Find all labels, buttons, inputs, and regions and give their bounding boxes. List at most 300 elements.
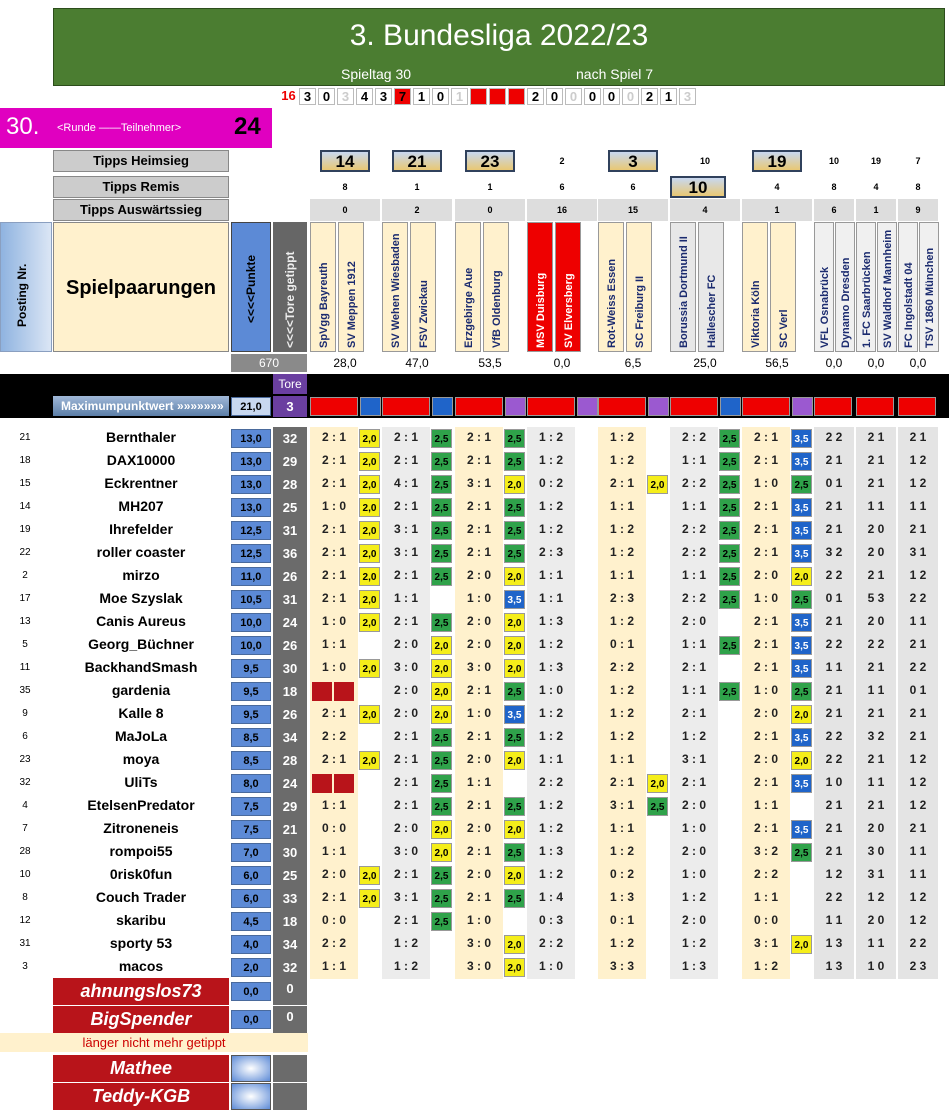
- team-header: [555, 222, 581, 352]
- participant-tore: 32: [273, 427, 307, 450]
- tip-value: 2 2: [825, 430, 843, 444]
- team-header: [919, 222, 939, 352]
- tip-value: 3 1: [909, 545, 927, 559]
- tip-value: 2 : 1: [609, 476, 634, 490]
- tip-value: 1 : 1: [609, 499, 634, 513]
- tip-value: 1 2: [909, 890, 927, 904]
- participant-points: 9,5: [231, 682, 271, 701]
- tip-value: 2 : 0: [393, 706, 418, 720]
- tip-value: 1 : 2: [681, 890, 706, 904]
- posting-number: 17: [19, 593, 31, 604]
- score-value: 3,5: [791, 728, 812, 747]
- tip-value: 1 : 1: [466, 775, 491, 789]
- tip-value: 2 : 0: [753, 568, 778, 582]
- tip-value: 2 0: [867, 821, 885, 835]
- tip-value: 1 1: [867, 936, 885, 950]
- tip-value: 2 : 1: [466, 890, 491, 904]
- team-header: [626, 222, 652, 352]
- tip-value: 1 : 2: [538, 499, 563, 513]
- team-name: SV Wehen Wiesbaden: [390, 233, 402, 348]
- result-cell: 0: [622, 88, 639, 105]
- score-value: 2,5: [504, 843, 525, 862]
- posting-number: 9: [22, 708, 28, 719]
- score-value: 2,0: [791, 705, 812, 724]
- tip-value: 1 : 1: [538, 752, 563, 766]
- tip-value: 1 : 1: [609, 752, 634, 766]
- max-score: [648, 397, 669, 416]
- score-value: 3,5: [791, 613, 812, 632]
- participant-name: MaJoLa: [114, 728, 168, 744]
- tip-heim: 19: [870, 156, 881, 166]
- tip-value: 2 : 1: [393, 867, 418, 881]
- tip-value: 2 : 0: [466, 568, 491, 582]
- tip-value: 1 2: [909, 568, 927, 582]
- tip-value: 1 : 2: [753, 959, 778, 973]
- result-cell: 16: [281, 88, 296, 103]
- spielpaarungen-header: Spielpaarungen: [53, 222, 229, 352]
- score-value: 2,5: [719, 567, 740, 586]
- posting-number: 4: [22, 800, 28, 811]
- score-value: 2,5: [791, 682, 812, 701]
- tip-value: 2 : 3: [538, 545, 563, 559]
- tip-value: 1 : 1: [609, 821, 634, 835]
- tip-value: 1 : 2: [538, 821, 563, 835]
- avg-total: 670: [231, 354, 307, 372]
- tip-value: 1 : 0: [753, 683, 778, 697]
- participant-points: 13,0: [231, 452, 271, 471]
- tip-value: 2 2: [867, 637, 885, 651]
- participant-name: UliTs: [124, 774, 158, 790]
- tip-value: 2 : 1: [681, 660, 706, 674]
- max-score: [432, 397, 453, 416]
- tip-value: 2 : 1: [321, 453, 346, 467]
- max-cell: [742, 397, 790, 416]
- participant-tore: 31: [273, 588, 307, 611]
- tip-value: 2 2: [909, 936, 927, 950]
- tip-value: 0 : 2: [538, 476, 563, 490]
- tip-value: 2 : 2: [681, 430, 706, 444]
- tip-value: 2 1: [909, 821, 927, 835]
- tip-value: 1 3: [825, 936, 843, 950]
- tip-value: 1 : 1: [681, 568, 706, 582]
- participant-tore: 30: [273, 841, 307, 864]
- result-cell: 0: [584, 88, 601, 105]
- score-value: 2,5: [431, 429, 452, 448]
- tip-value: 2 1: [825, 453, 843, 467]
- score-value: 2,5: [719, 475, 740, 494]
- max-points: 21,0: [231, 397, 271, 416]
- participant-name: gardenia: [111, 682, 171, 698]
- tip-value: 1 : 2: [609, 545, 634, 559]
- team-header: [455, 222, 481, 352]
- participant-name: mirzo: [122, 567, 160, 583]
- participant-name: Couch Trader: [95, 889, 187, 905]
- tip-value: 2 : 1: [393, 499, 418, 513]
- posting-number: 28: [19, 846, 31, 857]
- score-value: 2,5: [504, 521, 525, 540]
- tip-value: 1 : 0: [321, 499, 346, 513]
- team-name: SV Waldhof Mannheim: [882, 229, 894, 348]
- tip-value: 2 1: [867, 660, 885, 674]
- posting-number: 3: [22, 961, 28, 972]
- tip-value: 1 : 1: [753, 890, 778, 904]
- tip-value: 2 : 0: [466, 867, 491, 881]
- tip-value: 2 0: [867, 614, 885, 628]
- score-value: 2,5: [504, 544, 525, 563]
- score-value: 3,5: [791, 820, 812, 839]
- tip-value: 2 : 1: [753, 522, 778, 536]
- score-value: 2,5: [791, 475, 812, 494]
- tip-value: 2 1: [825, 683, 843, 697]
- score-value: 2,5: [504, 797, 525, 816]
- tip-aus: 16: [527, 199, 597, 221]
- tip-remis: 4: [873, 182, 879, 192]
- tip-value: 1 : 0: [753, 476, 778, 490]
- tip-value: 3 : 0: [393, 660, 418, 674]
- tip-aus: 15: [598, 199, 668, 221]
- tip-value: 3 : 1: [609, 798, 634, 812]
- posting-number: 10: [19, 869, 31, 880]
- tip-value: 2 : 1: [753, 453, 778, 467]
- participant-points: 2,0: [231, 958, 271, 977]
- participant-name: Georg_Büchner: [88, 636, 194, 652]
- punkte-header: [231, 222, 271, 352]
- tip-value: 1 1: [867, 775, 885, 789]
- score-value: 2,0: [791, 751, 812, 770]
- tip-value: 2 : 1: [466, 430, 491, 444]
- score-value: 3,5: [791, 659, 812, 678]
- team-header: [698, 222, 724, 352]
- score-value: 2,0: [431, 705, 452, 724]
- score-value: 2,0: [359, 613, 380, 632]
- tip-value: 2 : 1: [466, 844, 491, 858]
- team-header: [670, 222, 696, 352]
- tip-value: 1 1: [867, 499, 885, 513]
- tip-value: 1 : 1: [321, 798, 346, 812]
- tip-value: 2 : 1: [753, 545, 778, 559]
- participant-tore: 24: [273, 772, 307, 795]
- score-value: 3,5: [791, 774, 812, 793]
- tip-value: 2 : 0: [466, 752, 491, 766]
- tip-value: 1 2: [909, 913, 927, 927]
- score-value: 2,0: [359, 889, 380, 908]
- tip-remis: 8: [915, 182, 921, 192]
- result-cell: 1: [451, 88, 468, 105]
- posting-number: 18: [19, 455, 31, 466]
- tore-header: [273, 222, 307, 352]
- tip-value: 1 : 2: [538, 867, 563, 881]
- tip-value: 2 : 0: [466, 614, 491, 628]
- team-name: Rot-Weiss Essen: [606, 258, 618, 348]
- participant-points: 10,5: [231, 590, 271, 609]
- tip-value: 0 : 0: [321, 821, 346, 835]
- tip-value: 1 2: [909, 453, 927, 467]
- tip-value: 1 : 0: [321, 614, 346, 628]
- avg-value: 56,5: [742, 354, 812, 372]
- inactive-points: 0,0: [231, 982, 271, 1001]
- tip-value: 0 : 0: [321, 913, 346, 927]
- posting-number: 35: [19, 685, 31, 696]
- tip-value: 2 2: [909, 660, 927, 674]
- tip-value: 2 : 1: [393, 729, 418, 743]
- tip-value: 2 : 1: [393, 752, 418, 766]
- participant-points: 7,5: [231, 820, 271, 839]
- page-title: 3. Bundesliga 2022/23: [349, 19, 649, 52]
- score-value: 2,0: [647, 475, 668, 494]
- tip-value: 2 2: [825, 729, 843, 743]
- retired-tore: [273, 1055, 307, 1082]
- tip-value: 1 : 2: [609, 430, 634, 444]
- team-name: SpVgg Bayreuth: [318, 262, 330, 348]
- participant-tore: 26: [273, 565, 307, 588]
- tip-value: 2 1: [825, 522, 843, 536]
- tip-value: 1 : 2: [609, 683, 634, 697]
- team-header: [742, 222, 768, 352]
- posting-number: 15: [19, 478, 31, 489]
- participant-tore: 26: [273, 634, 307, 657]
- result-cell: [489, 88, 506, 105]
- runde-box: [0, 108, 272, 148]
- result-cell: [470, 88, 487, 105]
- tip-value: 1 : 0: [466, 913, 491, 927]
- participant-name: Zitroneneis: [103, 820, 179, 836]
- participant-points: 10,0: [231, 613, 271, 632]
- score-value: 2,5: [431, 521, 452, 540]
- tip-value: 2 1: [867, 476, 885, 490]
- team-name: Dynamo Dresden: [840, 257, 852, 348]
- participant-points: 12,5: [231, 544, 271, 563]
- team-header: [770, 222, 796, 352]
- result-cell: 1: [413, 88, 430, 105]
- tip-value: 2 : 0: [681, 844, 706, 858]
- tip-aus: 0: [310, 199, 380, 221]
- team-header: [856, 222, 876, 352]
- tip-value: 2 0: [867, 913, 885, 927]
- score-value: 2,5: [431, 866, 452, 885]
- tip-value: 1 2: [909, 752, 927, 766]
- posting-number: 22: [19, 547, 31, 558]
- avg-value: 28,0: [310, 354, 380, 372]
- tip-value: 1 : 3: [538, 614, 563, 628]
- tip-value: 2 1: [909, 706, 927, 720]
- max-score: [577, 397, 598, 416]
- tip-value: 1 1: [825, 660, 843, 674]
- tip-value: 2 : 2: [681, 545, 706, 559]
- tip-value: 1 : 3: [681, 959, 706, 973]
- max-cell: [670, 397, 718, 416]
- participant-points: 8,5: [231, 728, 271, 747]
- tip-value: 2 : 1: [321, 706, 346, 720]
- tore-label: <<<<Tore getippt: [283, 251, 297, 348]
- result-cell: 7: [394, 88, 411, 105]
- tip-value: 1 2: [825, 867, 843, 881]
- tip-value: 1 : 2: [609, 706, 634, 720]
- tip-value: 3 : 1: [466, 476, 491, 490]
- tip-value: 1 : 0: [681, 867, 706, 881]
- team-header: [898, 222, 918, 352]
- participant-points: 11,0: [231, 567, 271, 586]
- result-cell: 2: [527, 88, 544, 105]
- participant-tore: 36: [273, 542, 307, 565]
- score-value: 2,5: [791, 590, 812, 609]
- tip-value: 2 0: [867, 545, 885, 559]
- participant-tore: 34: [273, 933, 307, 956]
- result-cell: 2: [641, 88, 658, 105]
- tip-value: 2 : 1: [753, 729, 778, 743]
- posting-label: Posting Nr.: [15, 263, 29, 327]
- participant-tore: 33: [273, 887, 307, 910]
- tip-value: 1 : 3: [609, 890, 634, 904]
- result-cell: 0: [565, 88, 582, 105]
- avg-value: 53,5: [455, 354, 525, 372]
- result-cell: 3: [679, 88, 696, 105]
- team-name: SC Freiburg II: [634, 275, 646, 348]
- score-value: 2,5: [719, 590, 740, 609]
- tip-remis: 10: [670, 176, 726, 198]
- tip-value: 1 1: [909, 499, 927, 513]
- tip-value: 2 : 0: [393, 821, 418, 835]
- tip-value: 3 : 0: [466, 936, 491, 950]
- tip-value: 1 : 1: [609, 568, 634, 582]
- max-score: [505, 397, 526, 416]
- tip-value: 2 : 1: [321, 522, 346, 536]
- tip-value: 1 1: [909, 614, 927, 628]
- score-value: 2,0: [359, 705, 380, 724]
- team-header: [835, 222, 855, 352]
- tip-value: 0 : 0: [753, 913, 778, 927]
- participant-name: MH207: [118, 498, 164, 514]
- max-score: [792, 397, 813, 416]
- tip-value: 2 : 1: [466, 798, 491, 812]
- result-cell: 0: [603, 88, 620, 105]
- score-value: 3,5: [791, 498, 812, 517]
- tip-value: 2 : 1: [393, 568, 418, 582]
- tip-value: 2 : 1: [321, 476, 346, 490]
- score-value: 3,5: [791, 636, 812, 655]
- retired-badge: [231, 1055, 271, 1082]
- participant-points: 12,5: [231, 521, 271, 540]
- team-header: [527, 222, 553, 352]
- participant-tore: 31: [273, 519, 307, 542]
- tip-value: 1 : 0: [321, 660, 346, 674]
- score-value: 2,5: [504, 498, 525, 517]
- tip-value: 1 : 1: [681, 453, 706, 467]
- tip-value: 2 1: [867, 568, 885, 582]
- score-value: 2,0: [504, 935, 525, 954]
- score-value: 2,0: [431, 636, 452, 655]
- posting-header: [0, 222, 52, 352]
- score-value: 2,5: [431, 613, 452, 632]
- tip-value: 2 : 1: [393, 430, 418, 444]
- tip-value: 2 : 1: [321, 591, 346, 605]
- tip-heim: 7: [915, 156, 921, 166]
- result-cell: 0: [318, 88, 335, 105]
- tip-value: 1 : 1: [393, 591, 418, 605]
- score-value: 3,5: [504, 590, 525, 609]
- tip-value: 2 : 1: [321, 752, 346, 766]
- tip-value: 3 : 0: [466, 660, 491, 674]
- participant-points: 6,0: [231, 866, 271, 885]
- tip-value: 2 : 0: [466, 637, 491, 651]
- score-value: 2,5: [719, 429, 740, 448]
- tip-value: 2 : 1: [753, 499, 778, 513]
- score-value: 2,0: [504, 567, 525, 586]
- tip-value: 1 : 2: [538, 430, 563, 444]
- score-value: 3,5: [791, 521, 812, 540]
- tip-aus: 4: [670, 199, 740, 221]
- tip-value: 2 0: [867, 522, 885, 536]
- tip-value: 2 : 3: [609, 591, 634, 605]
- inactive-participant: ahnungslos73: [53, 978, 229, 1005]
- team-header: [483, 222, 509, 352]
- tip-value: 1 1: [825, 913, 843, 927]
- tip-value: 1 : 0: [466, 706, 491, 720]
- tip-value: [310, 772, 358, 793]
- participant-name: moya: [122, 751, 160, 767]
- participant-tore: 28: [273, 749, 307, 772]
- tip-value: 0 1: [825, 476, 843, 490]
- score-value: 2,5: [719, 636, 740, 655]
- team-name: MSV Duisburg: [535, 272, 547, 348]
- tip-value: 1 1: [909, 867, 927, 881]
- participant-name: EtelsenPredator: [87, 797, 195, 813]
- max-score: [360, 397, 381, 416]
- tip-value: 3 : 0: [393, 844, 418, 858]
- tip-value: 2 1: [867, 453, 885, 467]
- tip-value: 2 1: [825, 614, 843, 628]
- tip-value: 1 : 1: [753, 798, 778, 812]
- tip-value: 0 : 2: [609, 867, 634, 881]
- participant-points: 7,5: [231, 797, 271, 816]
- tip-value: 0 : 3: [538, 913, 563, 927]
- participant-points: 6,0: [231, 889, 271, 908]
- participant-points: 13,0: [231, 429, 271, 448]
- tip-value: 2 : 1: [466, 729, 491, 743]
- participant-name: roller coaster: [96, 544, 186, 560]
- runde-number: 30.: [6, 113, 40, 140]
- tip-value: 2 1: [909, 430, 927, 444]
- tip-value: 0 : 1: [609, 637, 634, 651]
- tip-remis: 4: [774, 182, 780, 192]
- tip-value: 3 : 1: [393, 545, 418, 559]
- team-name: SV Meppen 1912: [346, 261, 358, 348]
- score-value: 3,5: [791, 429, 812, 448]
- score-value: 2,0: [359, 590, 380, 609]
- avg-value: 25,0: [670, 354, 740, 372]
- tipps-remis-label: Tipps Remis: [53, 176, 229, 198]
- avg-value: 0,0: [856, 354, 896, 372]
- team-header: [598, 222, 624, 352]
- tip-value: 3 0: [867, 844, 885, 858]
- tip-value: 2 : 2: [681, 522, 706, 536]
- score-value: 2,0: [359, 544, 380, 563]
- tip-value: 1 : 2: [538, 798, 563, 812]
- tip-value: [310, 680, 358, 701]
- tip-value: 2 : 0: [393, 683, 418, 697]
- max-score: [720, 397, 741, 416]
- tip-value: 2 1: [909, 522, 927, 536]
- participant-tore: 25: [273, 496, 307, 519]
- tip-value: 2 2: [825, 890, 843, 904]
- team-header: [877, 222, 897, 352]
- score-value: 2,5: [504, 429, 525, 448]
- participant-tore: 29: [273, 795, 307, 818]
- tip-value: 2 : 0: [681, 798, 706, 812]
- team-name: FC Ingolstadt 04: [903, 262, 915, 348]
- max-cell: [856, 397, 894, 416]
- tip-value: 0 1: [825, 591, 843, 605]
- tip-value: 2 : 1: [753, 660, 778, 674]
